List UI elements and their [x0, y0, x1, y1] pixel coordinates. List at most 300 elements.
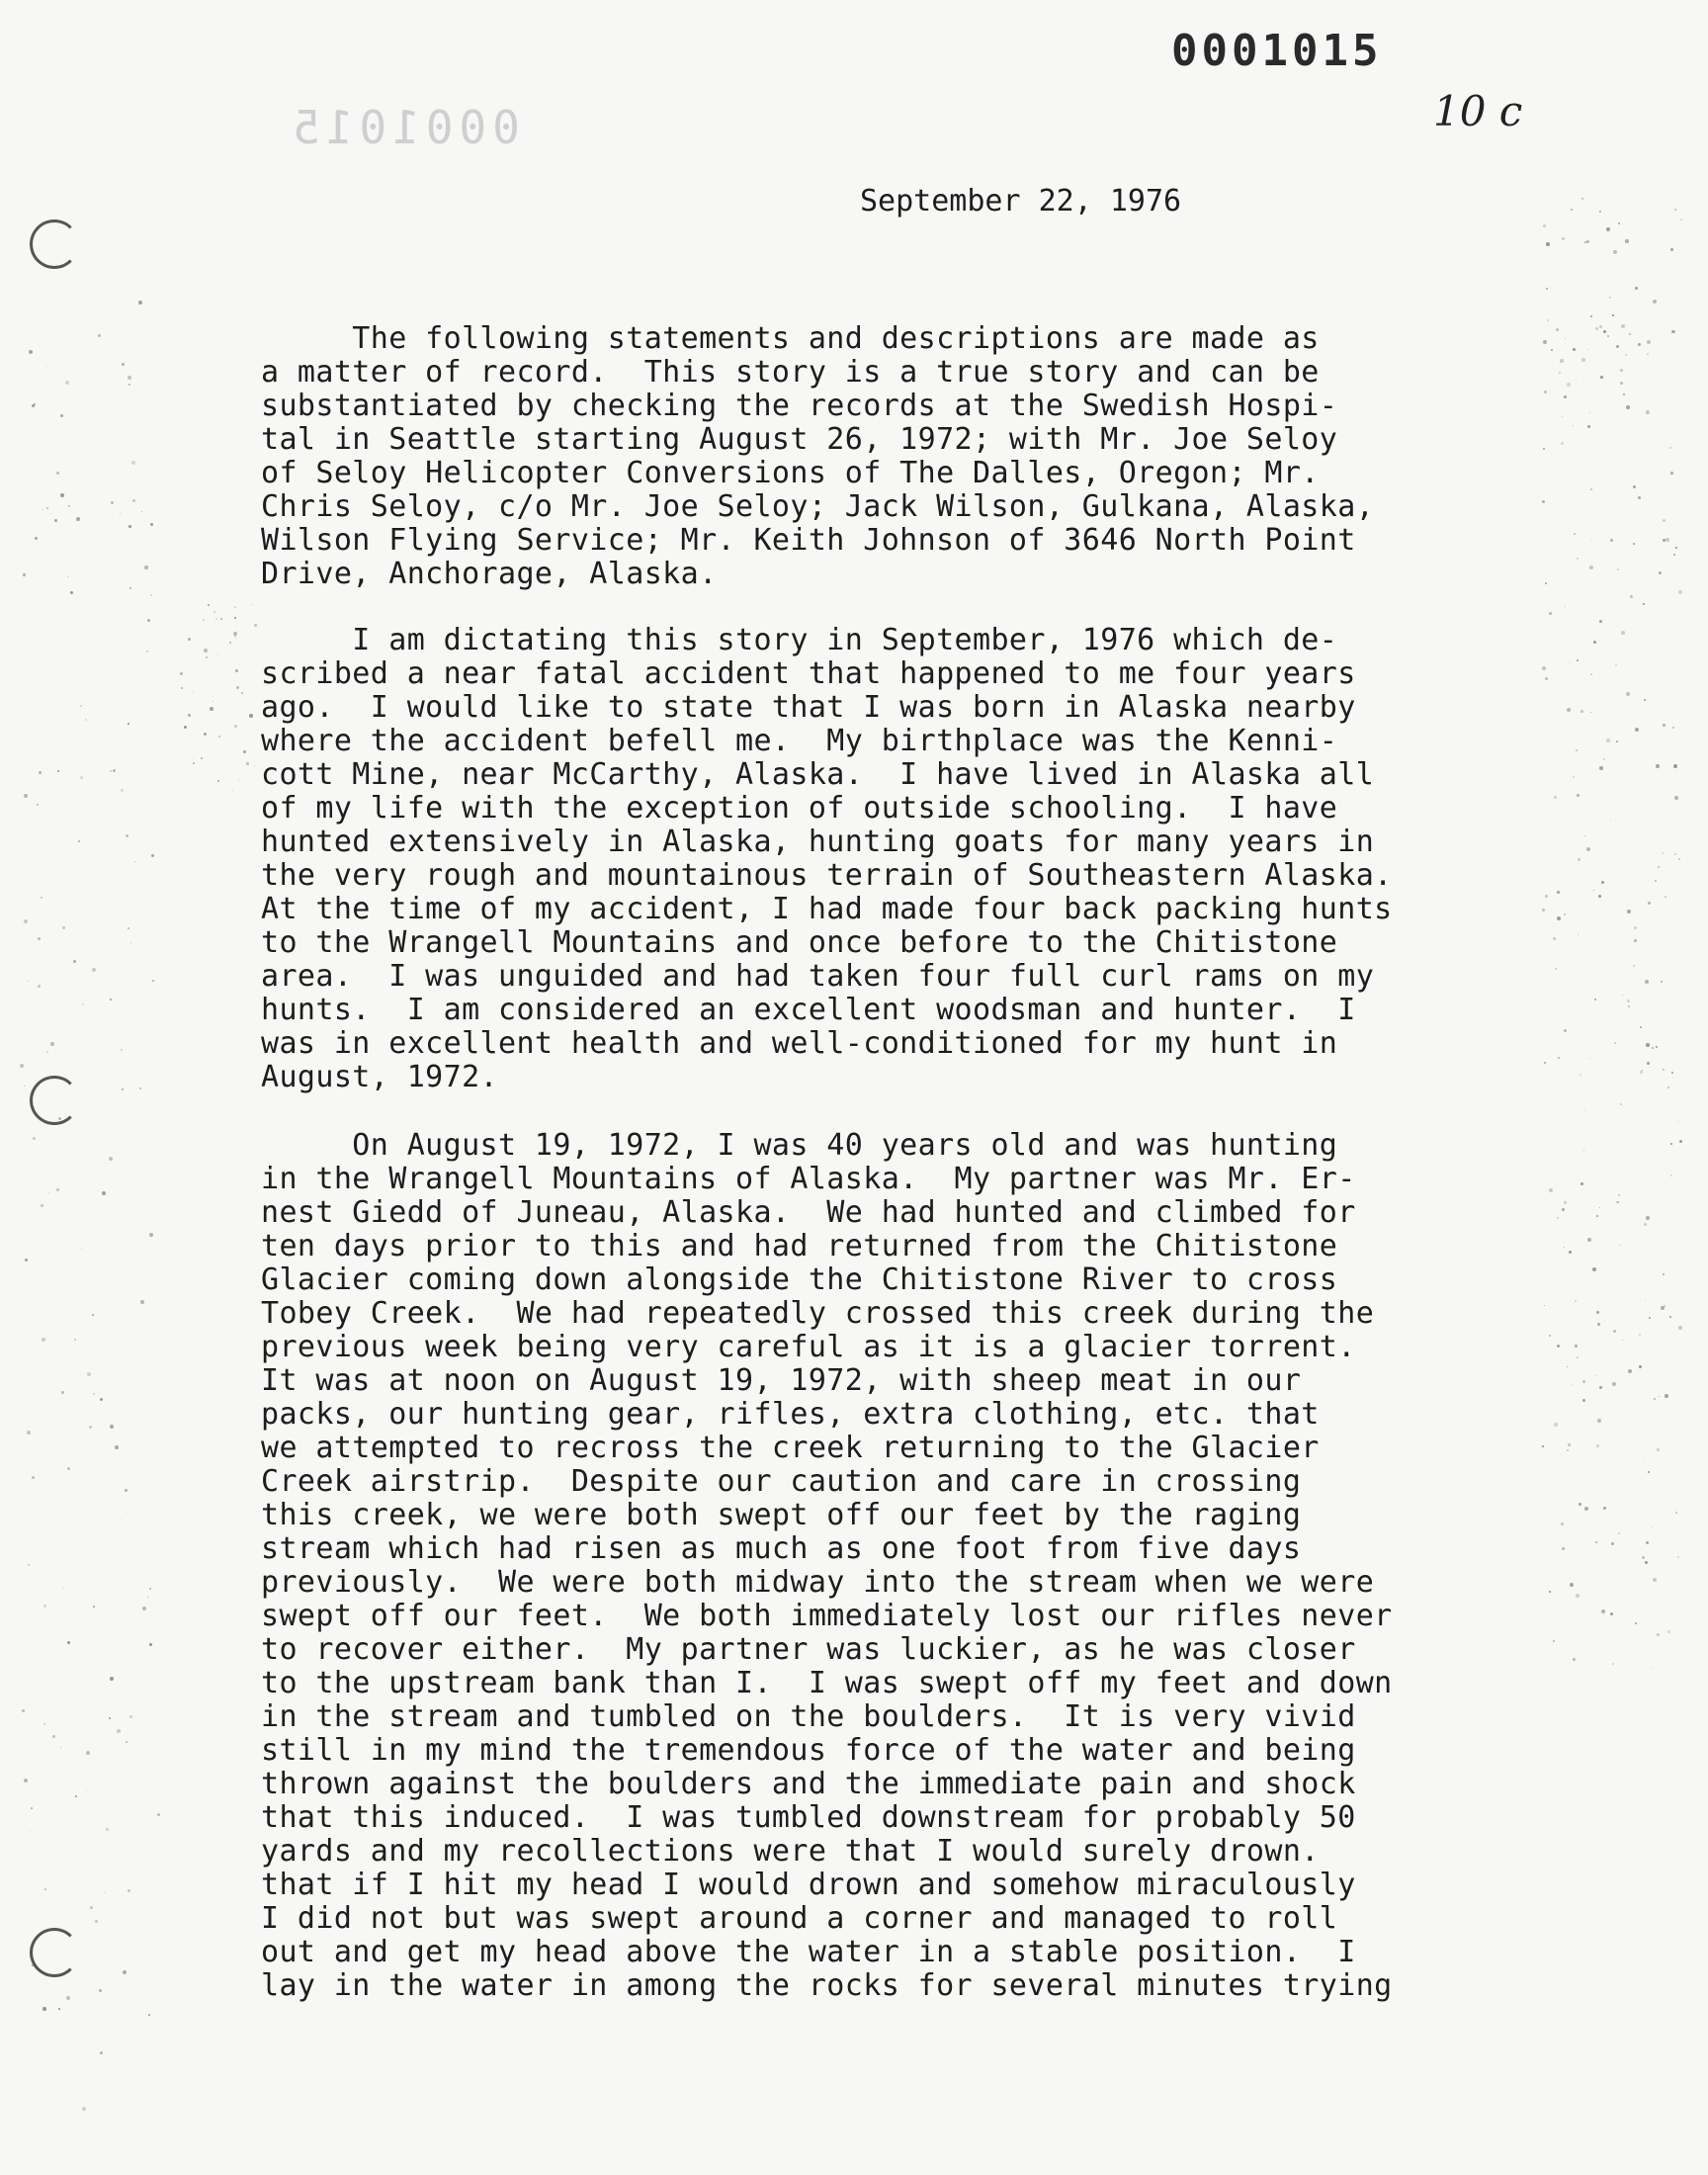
- noise-speck: [1620, 369, 1623, 372]
- noise-speck: [1546, 288, 1548, 290]
- noise-speck: [61, 1391, 64, 1394]
- noise-speck: [1584, 1110, 1585, 1111]
- noise-speck: [1569, 662, 1570, 663]
- noise-speck: [67, 1467, 70, 1470]
- noise-speck: [1573, 866, 1574, 867]
- text-line: we attempted to recross the creek returning to the Glacier: [261, 1431, 1320, 1465]
- noise-speck: [1674, 209, 1676, 211]
- noise-speck: [1594, 999, 1596, 1000]
- noise-speck: [1616, 345, 1619, 348]
- text-line: Tobey Creek. We had repeatedly crossed this creek during the: [261, 1296, 1375, 1331]
- paragraph-1: [261, 322, 1374, 591]
- noise-speck: [1592, 1267, 1596, 1271]
- text-line: tal in Seattle starting August 26, 1972; with Mr. Joe Seloy: [261, 422, 1338, 457]
- noise-speck: [1557, 1217, 1559, 1219]
- noise-speck: [1612, 1382, 1616, 1386]
- noise-speck: [1544, 391, 1547, 393]
- noise-speck: [193, 762, 195, 764]
- noise-speck: [1653, 1578, 1657, 1582]
- noise-speck: [87, 1372, 91, 1376]
- noise-speck: [1542, 666, 1546, 670]
- noise-speck: [82, 2107, 86, 2111]
- noise-speck: [1655, 880, 1657, 882]
- noise-speck: [1603, 758, 1605, 760]
- noise-speck: [235, 669, 238, 672]
- noise-speck: [1659, 571, 1662, 574]
- noise-speck: [1679, 1140, 1682, 1143]
- noise-speck: [68, 505, 70, 507]
- text-line: swept off our feet. We both immediately lost our rifles never: [261, 1599, 1393, 1633]
- noise-speck: [1573, 425, 1574, 426]
- noise-speck: [188, 714, 191, 717]
- punch-hole-icon: [30, 1928, 79, 1977]
- noise-speck: [1557, 469, 1558, 470]
- noise-speck: [1587, 349, 1588, 350]
- text-line: Creek airstrip. Despite our caution and care in crossing: [261, 1464, 1302, 1499]
- noise-speck: [46, 507, 48, 509]
- noise-speck: [157, 1813, 160, 1816]
- noise-speck: [1664, 1305, 1665, 1307]
- text-line: where the accident befell me. My birthplace was the Kenni-: [261, 724, 1338, 758]
- noise-speck: [1627, 910, 1631, 914]
- noise-speck: [129, 1715, 132, 1718]
- noise-speck: [149, 1643, 152, 1646]
- noise-speck: [1579, 1503, 1581, 1506]
- noise-speck: [1577, 1356, 1579, 1358]
- noise-speck: [22, 1709, 25, 1712]
- noise-speck: [1567, 1366, 1568, 1367]
- text-line: still in my mind the tremendous force of the water and being: [261, 1733, 1356, 1768]
- noise-speck: [34, 403, 36, 405]
- noise-speck: [141, 511, 142, 512]
- noise-speck: [1544, 1062, 1546, 1064]
- noise-speck: [1623, 393, 1625, 395]
- noise-speck: [74, 1339, 76, 1341]
- noise-speck: [35, 537, 38, 540]
- ghost-stamp-number: 0001015: [287, 101, 520, 154]
- noise-speck: [1618, 222, 1620, 224]
- noise-speck: [67, 1641, 70, 1644]
- noise-speck: [23, 573, 26, 576]
- noise-speck: [70, 591, 73, 594]
- noise-speck: [1604, 1321, 1605, 1322]
- noise-speck: [100, 2051, 103, 2054]
- noise-speck: [121, 789, 124, 792]
- text-line: that this induced. I was tumbled downstream for probably 50: [261, 1800, 1356, 1835]
- noise-speck: [122, 1088, 124, 1090]
- noise-speck: [1587, 425, 1590, 428]
- noise-speck: [1545, 895, 1548, 898]
- noise-speck: [1545, 582, 1547, 584]
- text-line: ten days prior to this and had returned from the Chitistone: [261, 1229, 1338, 1263]
- noise-speck: [1587, 1238, 1591, 1242]
- noise-speck: [1656, 764, 1660, 768]
- noise-speck: [47, 569, 48, 570]
- text-line: to recover either. My partner was luckier, as he was closer: [261, 1632, 1356, 1667]
- noise-speck: [1599, 766, 1603, 770]
- noise-speck: [1664, 320, 1665, 321]
- noise-speck: [1577, 659, 1579, 661]
- noise-speck: [1657, 1633, 1660, 1636]
- punch-hole-icon: [30, 1076, 79, 1125]
- noise-speck: [25, 1259, 28, 1262]
- noise-speck: [1600, 376, 1603, 379]
- noise-speck: [1586, 847, 1590, 851]
- noise-speck: [1599, 211, 1601, 213]
- noise-speck: [217, 780, 219, 782]
- noise-speck: [1553, 1640, 1555, 1642]
- noise-speck: [1564, 1247, 1565, 1248]
- noise-speck: [110, 1425, 114, 1429]
- noise-speck: [86, 1751, 90, 1755]
- noise-speck: [1564, 1029, 1567, 1032]
- noise-speck: [1553, 937, 1556, 940]
- noise-speck: [1559, 372, 1561, 374]
- noise-speck: [1617, 1201, 1619, 1203]
- noise-speck: [1549, 1335, 1551, 1337]
- noise-speck: [1640, 1026, 1642, 1028]
- noise-speck: [129, 587, 131, 589]
- noise-speck: [115, 1445, 119, 1449]
- noise-speck: [188, 638, 191, 641]
- noise-speck: [1652, 1526, 1653, 1527]
- noise-speck: [1647, 340, 1651, 344]
- noise-speck: [37, 804, 39, 806]
- text-line: the very rough and mountainous terrain of Southeastern Alaska.: [261, 858, 1393, 893]
- noise-speck: [1557, 916, 1561, 920]
- noise-speck: [128, 723, 129, 725]
- noise-speck: [1576, 379, 1577, 380]
- noise-speck: [1561, 1522, 1564, 1525]
- noise-speck: [1564, 1201, 1567, 1204]
- noise-speck: [1578, 1222, 1579, 1223]
- noise-speck: [1603, 330, 1606, 333]
- noise-speck: [1590, 712, 1591, 713]
- noise-speck: [123, 1970, 127, 1974]
- noise-speck: [1584, 1507, 1588, 1511]
- noise-speck: [139, 1088, 141, 1089]
- noise-speck: [1639, 1334, 1641, 1336]
- noise-speck: [38, 985, 41, 988]
- noise-speck: [150, 594, 152, 596]
- noise-speck: [1678, 858, 1680, 860]
- noise-speck: [1609, 878, 1610, 879]
- text-line: substantiated by checking the records at the Swedish Hospi-: [261, 389, 1338, 423]
- noise-speck: [98, 334, 101, 337]
- noise-speck: [1663, 1069, 1665, 1071]
- noise-speck: [1674, 796, 1678, 800]
- noise-speck: [39, 771, 42, 774]
- noise-speck: [67, 576, 68, 577]
- noise-speck: [1607, 335, 1609, 337]
- noise-speck: [1575, 1300, 1577, 1302]
- noise-speck: [1564, 914, 1566, 915]
- noise-speck: [1614, 1042, 1616, 1044]
- noise-speck: [1646, 1043, 1650, 1047]
- noise-speck: [1576, 749, 1578, 751]
- noise-speck: [213, 701, 214, 702]
- noise-speck: [1599, 1207, 1600, 1208]
- noise-speck: [128, 525, 131, 528]
- noise-speck: [1645, 980, 1649, 984]
- noise-speck: [1617, 568, 1619, 570]
- noise-speck: [1620, 1103, 1622, 1105]
- noise-speck: [1597, 1323, 1600, 1326]
- paragraph-2: [261, 624, 1393, 1094]
- noise-speck: [128, 376, 131, 380]
- text-line: cott Mine, near McCarthy, Alaska. I have lived in Alaska all: [261, 757, 1375, 792]
- noise-speck: [1663, 519, 1665, 522]
- noise-speck: [1544, 1305, 1545, 1306]
- noise-speck: [1610, 820, 1611, 821]
- noise-speck: [1549, 1188, 1553, 1192]
- noise-speck: [1567, 383, 1571, 387]
- noise-speck: [106, 1828, 109, 1831]
- noise-speck: [1573, 1658, 1576, 1661]
- text-line: lay in the water in among the rocks for several minutes trying: [261, 1968, 1393, 2003]
- noise-speck: [128, 384, 130, 386]
- noise-speck: [31, 1807, 33, 1809]
- noise-speck: [1568, 1443, 1571, 1446]
- noise-speck: [1542, 500, 1545, 503]
- noise-speck: [81, 1249, 82, 1250]
- noise-speck: [110, 770, 112, 772]
- noise-speck: [1644, 1223, 1647, 1226]
- noise-speck: [1560, 359, 1564, 363]
- noise-speck: [1638, 496, 1641, 499]
- noise-speck: [93, 1393, 95, 1395]
- text-line: out and get my head above the water in a stable position. I: [261, 1935, 1356, 1969]
- noise-speck: [1593, 641, 1596, 644]
- noise-speck: [113, 769, 116, 772]
- text-line: to the upstream bank than I. I was swept off my feet and down: [261, 1666, 1393, 1700]
- noise-speck: [1616, 740, 1618, 742]
- noise-speck: [33, 1137, 36, 1140]
- noise-speck: [1589, 566, 1593, 569]
- noise-speck: [1643, 1460, 1644, 1461]
- noise-speck: [1582, 1380, 1585, 1383]
- noise-speck: [1590, 315, 1592, 317]
- noise-speck: [1628, 1005, 1630, 1007]
- noise-speck: [181, 687, 183, 689]
- noise-speck: [1610, 539, 1613, 542]
- noise-speck: [41, 897, 43, 899]
- stamp-number: 0001015: [1171, 26, 1383, 76]
- noise-speck: [1584, 835, 1585, 836]
- noise-speck: [117, 1729, 121, 1733]
- noise-speck: [147, 1597, 148, 1598]
- text-line: scribed a near fatal accident that happened to me four years: [261, 656, 1356, 691]
- noise-speck: [201, 757, 203, 759]
- noise-speck: [146, 651, 148, 652]
- noise-speck: [52, 1735, 55, 1738]
- noise-speck: [1562, 1547, 1565, 1550]
- text-line: of my life with the exception of outside schooling. I have: [261, 791, 1338, 826]
- noise-speck: [251, 604, 252, 605]
- noise-speck: [1633, 965, 1635, 967]
- noise-speck: [1670, 1174, 1672, 1176]
- noise-speck: [1598, 895, 1601, 898]
- noise-speck: [215, 618, 217, 620]
- noise-speck: [120, 513, 121, 514]
- noise-speck: [236, 686, 239, 689]
- noise-speck: [1596, 1215, 1598, 1217]
- noise-speck: [1593, 890, 1594, 891]
- noise-speck: [144, 566, 148, 569]
- noise-speck: [1670, 248, 1673, 251]
- noise-speck: [1580, 1182, 1583, 1185]
- text-line: to the Wrangell Mountains and once before to the Chitistone: [261, 925, 1338, 960]
- noise-speck: [220, 618, 222, 620]
- noise-speck: [1628, 1369, 1632, 1373]
- text-line: in the Wrangell Mountains of Alaska. My partner was Mr. Er-: [261, 1162, 1356, 1196]
- noise-speck: [1543, 224, 1546, 227]
- noise-speck: [1573, 776, 1575, 778]
- noise-speck: [1635, 1622, 1637, 1624]
- noise-speck: [1582, 1399, 1585, 1402]
- noise-speck: [42, 1338, 45, 1342]
- noise-speck: [1615, 664, 1617, 666]
- noise-speck: [131, 461, 135, 465]
- noise-speck: [127, 1512, 128, 1513]
- noise-speck: [1653, 300, 1657, 304]
- noise-speck: [1625, 239, 1629, 243]
- noise-speck: [184, 726, 187, 729]
- noise-speck: [232, 790, 233, 791]
- noise-speck: [1633, 485, 1636, 488]
- noise-speck: [1606, 739, 1610, 742]
- noise-speck: [1618, 1532, 1620, 1534]
- noise-speck: [147, 619, 150, 622]
- noise-speck: [1673, 554, 1675, 556]
- noise-speck: [1577, 558, 1579, 560]
- noise-speck: [24, 794, 28, 798]
- noise-speck: [1612, 314, 1614, 316]
- noise-speck: [1673, 764, 1677, 768]
- noise-speck: [48, 1192, 49, 1193]
- noise-speck: [214, 611, 215, 613]
- document-date: September 22, 1976: [860, 184, 1182, 218]
- noise-speck: [1651, 1668, 1652, 1669]
- noise-speck: [1547, 319, 1549, 321]
- noise-speck: [1599, 1386, 1602, 1389]
- noise-speck: [32, 1476, 35, 1479]
- noise-speck: [1577, 794, 1580, 797]
- noise-speck: [1663, 724, 1665, 727]
- noise-speck: [217, 653, 218, 654]
- noise-speck: [1622, 1340, 1623, 1341]
- noise-speck: [238, 780, 239, 781]
- text-line: area. I was unguided and had taken four full curl rams on my: [261, 959, 1375, 994]
- noise-speck: [1567, 1449, 1569, 1451]
- noise-speck: [1626, 405, 1630, 409]
- text-line: was in excellent health and well-conditioned for my hunt in: [261, 1026, 1338, 1061]
- noise-speck: [1665, 896, 1666, 898]
- noise-speck: [126, 834, 128, 837]
- noise-speck: [1603, 1615, 1604, 1616]
- noise-speck: [58, 2008, 60, 2010]
- noise-speck: [65, 381, 69, 385]
- noise-speck: [204, 649, 208, 652]
- noise-speck: [1543, 340, 1547, 344]
- noise-speck: [73, 960, 76, 963]
- noise-speck: [66, 1996, 70, 2000]
- noise-speck: [1647, 1062, 1650, 1065]
- noise-speck: [60, 493, 64, 497]
- noise-speck: [1675, 1512, 1677, 1514]
- noise-speck: [193, 757, 194, 758]
- text-line: in the stream and tumbled on the boulders. It is very vivid: [261, 1699, 1356, 1734]
- noise-speck: [1562, 237, 1565, 240]
- noise-speck: [93, 1606, 95, 1608]
- noise-speck: [111, 501, 114, 504]
- noise-speck: [1665, 538, 1669, 542]
- noise-speck: [1578, 934, 1579, 935]
- noise-speck: [43, 1723, 45, 1725]
- noise-speck: [1557, 891, 1560, 894]
- noise-speck: [149, 1233, 153, 1237]
- noise-speck: [1596, 1311, 1599, 1314]
- noise-speck: [1551, 349, 1553, 351]
- noise-speck: [1635, 728, 1639, 732]
- noise-speck: [1677, 1121, 1678, 1122]
- handwritten-note: 10 c: [1433, 87, 1523, 135]
- noise-speck: [56, 472, 59, 475]
- noise-speck: [121, 1049, 123, 1051]
- noise-speck: [109, 1717, 111, 1719]
- text-line: packs, our hunting gear, rifles, extra clothing, etc. that: [261, 1397, 1320, 1432]
- text-line: I did not but was swept around a corner and managed to roll: [261, 1901, 1338, 1936]
- noise-speck: [206, 656, 208, 658]
- noise-speck: [1639, 1365, 1642, 1368]
- noise-speck: [1645, 1299, 1646, 1300]
- noise-speck: [142, 1607, 146, 1610]
- text-line: hunts. I am considered an excellent woodsman and hunter. I: [261, 993, 1356, 1027]
- noise-speck: [1575, 1345, 1578, 1348]
- noise-speck: [1671, 1072, 1673, 1074]
- noise-speck: [1646, 1216, 1650, 1220]
- noise-speck: [1647, 353, 1649, 355]
- noise-speck: [90, 1906, 93, 1909]
- noise-speck: [1680, 218, 1682, 220]
- noise-speck: [246, 762, 249, 765]
- text-line: Wilson Flying Service; Mr. Keith Johnson of 3646 North Point: [261, 523, 1356, 558]
- noise-speck: [1580, 1074, 1581, 1076]
- noise-speck: [1678, 590, 1682, 594]
- noise-speck: [95, 1920, 98, 1923]
- noise-speck: [243, 750, 246, 753]
- noise-speck: [1574, 533, 1576, 535]
- noise-speck: [93, 2008, 94, 2009]
- noise-speck: [58, 1117, 61, 1120]
- noise-speck: [43, 1605, 46, 1608]
- noise-speck: [1612, 1663, 1614, 1665]
- noise-speck: [1562, 416, 1563, 417]
- noise-speck: [1654, 1398, 1656, 1400]
- noise-speck: [229, 642, 231, 644]
- noise-speck: [1670, 472, 1673, 475]
- noise-speck: [1649, 1317, 1651, 1319]
- noise-speck: [1634, 926, 1637, 929]
- text-line: At the time of my accident, I had made four back packing hunts: [261, 892, 1393, 926]
- noise-speck: [80, 705, 82, 707]
- noise-speck: [78, 840, 80, 842]
- noise-speck: [1589, 1231, 1590, 1232]
- noise-speck: [1573, 348, 1576, 351]
- text-line: of Seloy Helicopter Conversions of The Dalles, Oregon; Mr.: [261, 456, 1320, 490]
- noise-speck: [38, 937, 41, 940]
- noise-speck: [1629, 333, 1631, 335]
